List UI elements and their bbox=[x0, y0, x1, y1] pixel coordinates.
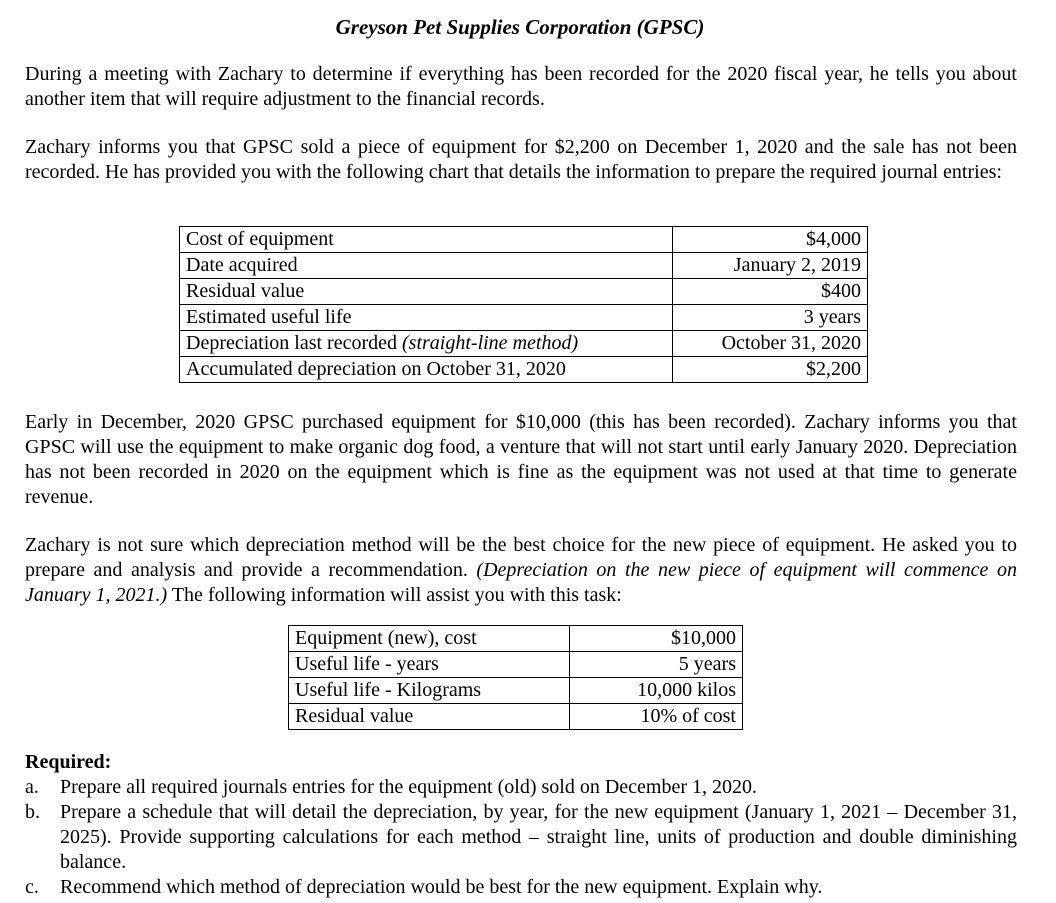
table-row bbox=[180, 331, 868, 357]
list-marker: c. bbox=[25, 876, 39, 898]
table-cell-label: Equipment (new), cost bbox=[289, 626, 570, 652]
table-cell-label: Useful life - Kilograms bbox=[289, 678, 570, 704]
table-cell-value: 10% of cost bbox=[570, 704, 743, 730]
table-cell-label bbox=[180, 331, 673, 357]
table-cell-value: 5 years bbox=[570, 652, 743, 678]
table-cell-value: October 31, 2020 bbox=[673, 331, 868, 357]
table-row bbox=[289, 652, 743, 678]
table-cell-value: $4,000 bbox=[673, 227, 868, 253]
list-marker: b. bbox=[25, 801, 40, 823]
label-italic-note: (straight-line method) bbox=[402, 332, 579, 354]
table-row bbox=[180, 279, 868, 305]
table-cell-value: 10,000 kilos bbox=[570, 678, 743, 704]
table-row bbox=[289, 704, 743, 730]
label-text: Depreciation last recorded bbox=[186, 332, 398, 354]
table-cell-label: Residual value bbox=[180, 279, 673, 305]
table-cell-label: Date acquired bbox=[180, 253, 673, 279]
document-title: Greyson Pet Supplies Corporation (GPSC) bbox=[335, 15, 705, 39]
table-row bbox=[180, 357, 868, 383]
table-cell-label: Accumulated depreciation on October 31, 2020 bbox=[180, 357, 673, 383]
old-equipment-table bbox=[179, 226, 868, 383]
required-heading: Required: bbox=[25, 751, 112, 773]
sale-paragraph: Zachary informs you that GPSC sold a piece of equipment for $2,200 on December 1, 2020 and the sale has not been recorded. He has provided you with the following chart that details the information to prepare the required journal entries: bbox=[25, 136, 1017, 183]
new-equipment-table bbox=[288, 625, 743, 730]
table-row bbox=[289, 678, 743, 704]
list-item-text: Prepare a schedule that will detail the depreciation, by year, for the new equipment (January 1, 2021 – December 31, 2025). Provide supporting calculations for each method – straight line, units of production and double diminishing balance. bbox=[60, 801, 1017, 873]
list-marker: a. bbox=[25, 776, 39, 798]
purchase-paragraph: Early in December, 2020 GPSC purchased equipment for $10,000 (this has been recorded). Zachary informs you that GPSC will use the equipment to make organic dog food, a venture that will not start until early January 2020. Depreciation has not been recorded in 2020 on the equipment which is fine as the equipment was not used at that time to generate revenue. bbox=[25, 411, 1017, 508]
table-cell-value: 3 years bbox=[673, 305, 868, 331]
table-cell-value: January 2, 2019 bbox=[673, 253, 868, 279]
table-cell-value: $2,200 bbox=[673, 357, 868, 383]
required-list bbox=[25, 775, 1017, 900]
table-cell-value: $10,000 bbox=[570, 626, 743, 652]
table-row bbox=[289, 626, 743, 652]
list-item-text: Recommend which method of depreciation would be best for the new equipment. Explain why. bbox=[60, 876, 823, 898]
method-text-1: Zachary is not sure which depreciation method will be the best choice for the new piece of equipment. He asked you to prepare and analysis and provide a recommendation. bbox=[25, 534, 1017, 581]
list-item bbox=[25, 775, 1017, 800]
method-paragraph bbox=[25, 533, 1017, 608]
table-cell-value: $400 bbox=[673, 279, 868, 305]
table-cell-label: Cost of equipment bbox=[180, 227, 673, 253]
intro-paragraph: During a meeting with Zachary to determine if everything has been recorded for the 2020 fiscal year, he tells you about another item that will require adjustment to the financial records. bbox=[25, 63, 1017, 110]
table-cell-label: Residual value bbox=[289, 704, 570, 730]
method-text-2: The following information will assist you with this task: bbox=[171, 584, 622, 606]
list-item-text: Prepare all required journals entries for the equipment (old) sold on December 1, 2020. bbox=[60, 776, 758, 798]
list-item bbox=[25, 875, 1017, 900]
table-row bbox=[180, 305, 868, 331]
list-item bbox=[25, 800, 1017, 875]
method-italic-note: (Depreciation on the new piece of equipment will commence on January 1, 2021.) bbox=[25, 559, 1017, 606]
table-row bbox=[180, 253, 868, 279]
table-cell-label: Useful life - years bbox=[289, 652, 570, 678]
table-cell-label: Estimated useful life bbox=[180, 305, 673, 331]
table-row bbox=[180, 227, 868, 253]
